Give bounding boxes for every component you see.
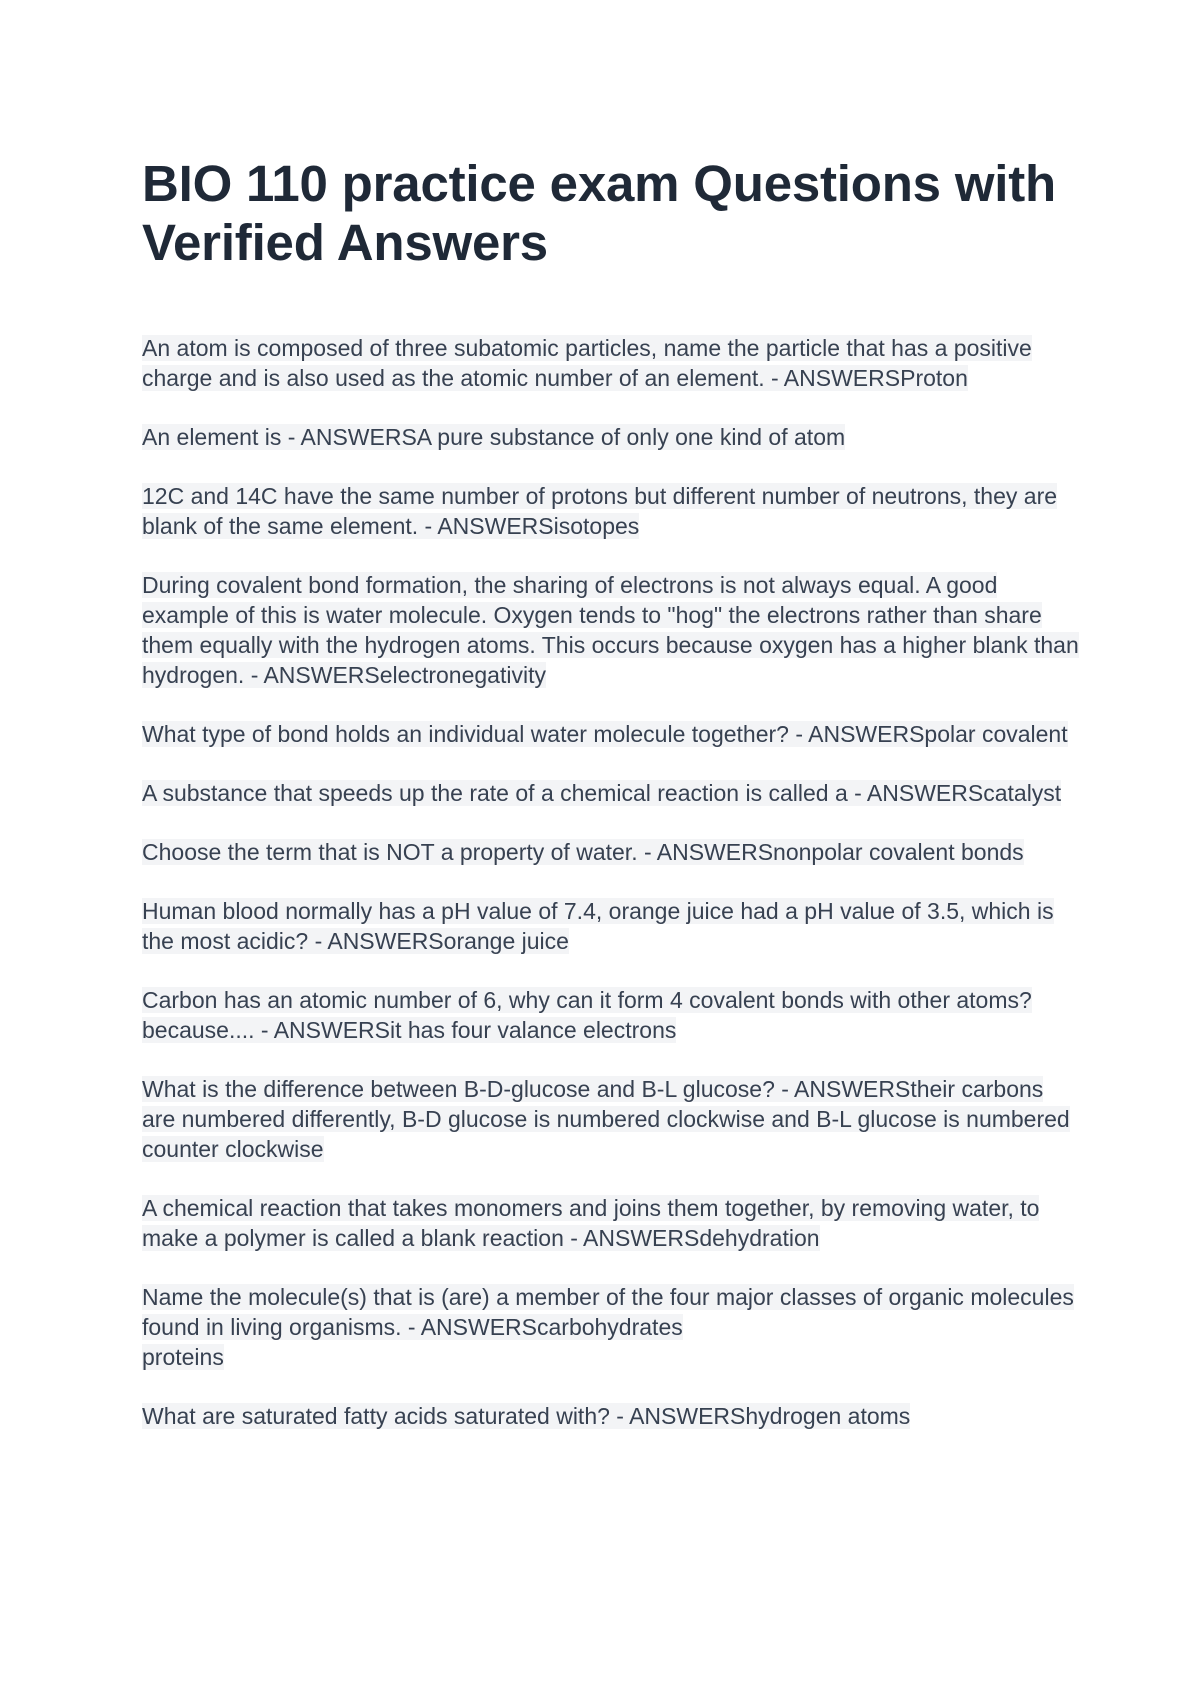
qa-list (142, 333, 1082, 1460)
qa-item (142, 1282, 1082, 1372)
qa-text: An element is - ANSWERSA pure substance of only one kind of atom (142, 424, 846, 450)
qa-item (142, 778, 1082, 808)
qa-text: A substance that speeds up the rate of a chemical reaction is called a - ANSWERScatalyst (142, 780, 1062, 806)
qa-text: Carbon has an atomic number of 6, why can it form 4 covalent bonds with other atoms? because.... - ANSWERSit has four valance electrons (142, 987, 1032, 1043)
qa-text: Choose the term that is NOT a property of water. - ANSWERSnonpolar covalent bonds (142, 839, 1024, 865)
qa-text: What is the difference between B-D-glucose and B-L glucose? - ANSWERStheir carbons are numbered differently, B-D glucose is numbered clockwise and B-L glucose is numbered counter clockwise (142, 1076, 1070, 1162)
qa-item (142, 985, 1082, 1045)
qa-text: What are saturated fatty acids saturated with? - ANSWERShydrogen atoms (142, 1403, 911, 1429)
qa-text: Human blood normally has a pH value of 7.4, orange juice had a pH value of 3.5, which is the most acidic? - ANSWERSorange juice (142, 898, 1054, 954)
qa-item (142, 570, 1082, 690)
document-title: BIO 110 practice exam Questions with Verified Answers (142, 155, 1056, 271)
qa-item (142, 837, 1082, 867)
qa-text: Name the molecule(s) that is (are) a member of the four major classes of organic molecules found in living organisms. - ANSWERScarbohydrates proteins (142, 1284, 1074, 1370)
qa-item (142, 1074, 1082, 1164)
qa-text: What type of bond holds an individual water molecule together? - ANSWERSpolar covalent (142, 721, 1068, 747)
qa-text: During covalent bond formation, the sharing of electrons is not always equal. A good example of this is water molecule. Oxygen tends to "hog" the electrons rather than share them equally with the hydrogen atoms. This occurs because oxygen has a higher blank than hydrogen. - ANSWERSelectronegativity (142, 572, 1079, 688)
qa-item (142, 422, 1082, 452)
qa-item (142, 719, 1082, 749)
qa-text: An atom is composed of three subatomic particles, name the particle that has a positive charge and is also used as the atomic number of an element. - ANSWERSProton (142, 335, 1032, 391)
qa-item (142, 333, 1082, 393)
qa-item (142, 896, 1082, 956)
qa-item (142, 1193, 1082, 1253)
qa-text: A chemical reaction that takes monomers and joins them together, by removing water, to make a polymer is called a blank reaction - ANSWERSdehydration (142, 1195, 1040, 1251)
qa-item (142, 1401, 1082, 1431)
qa-item (142, 481, 1082, 541)
qa-text: 12C and 14C have the same number of protons but different number of neutrons, they are blank of the same element. - ANSWERSisotopes (142, 483, 1058, 539)
